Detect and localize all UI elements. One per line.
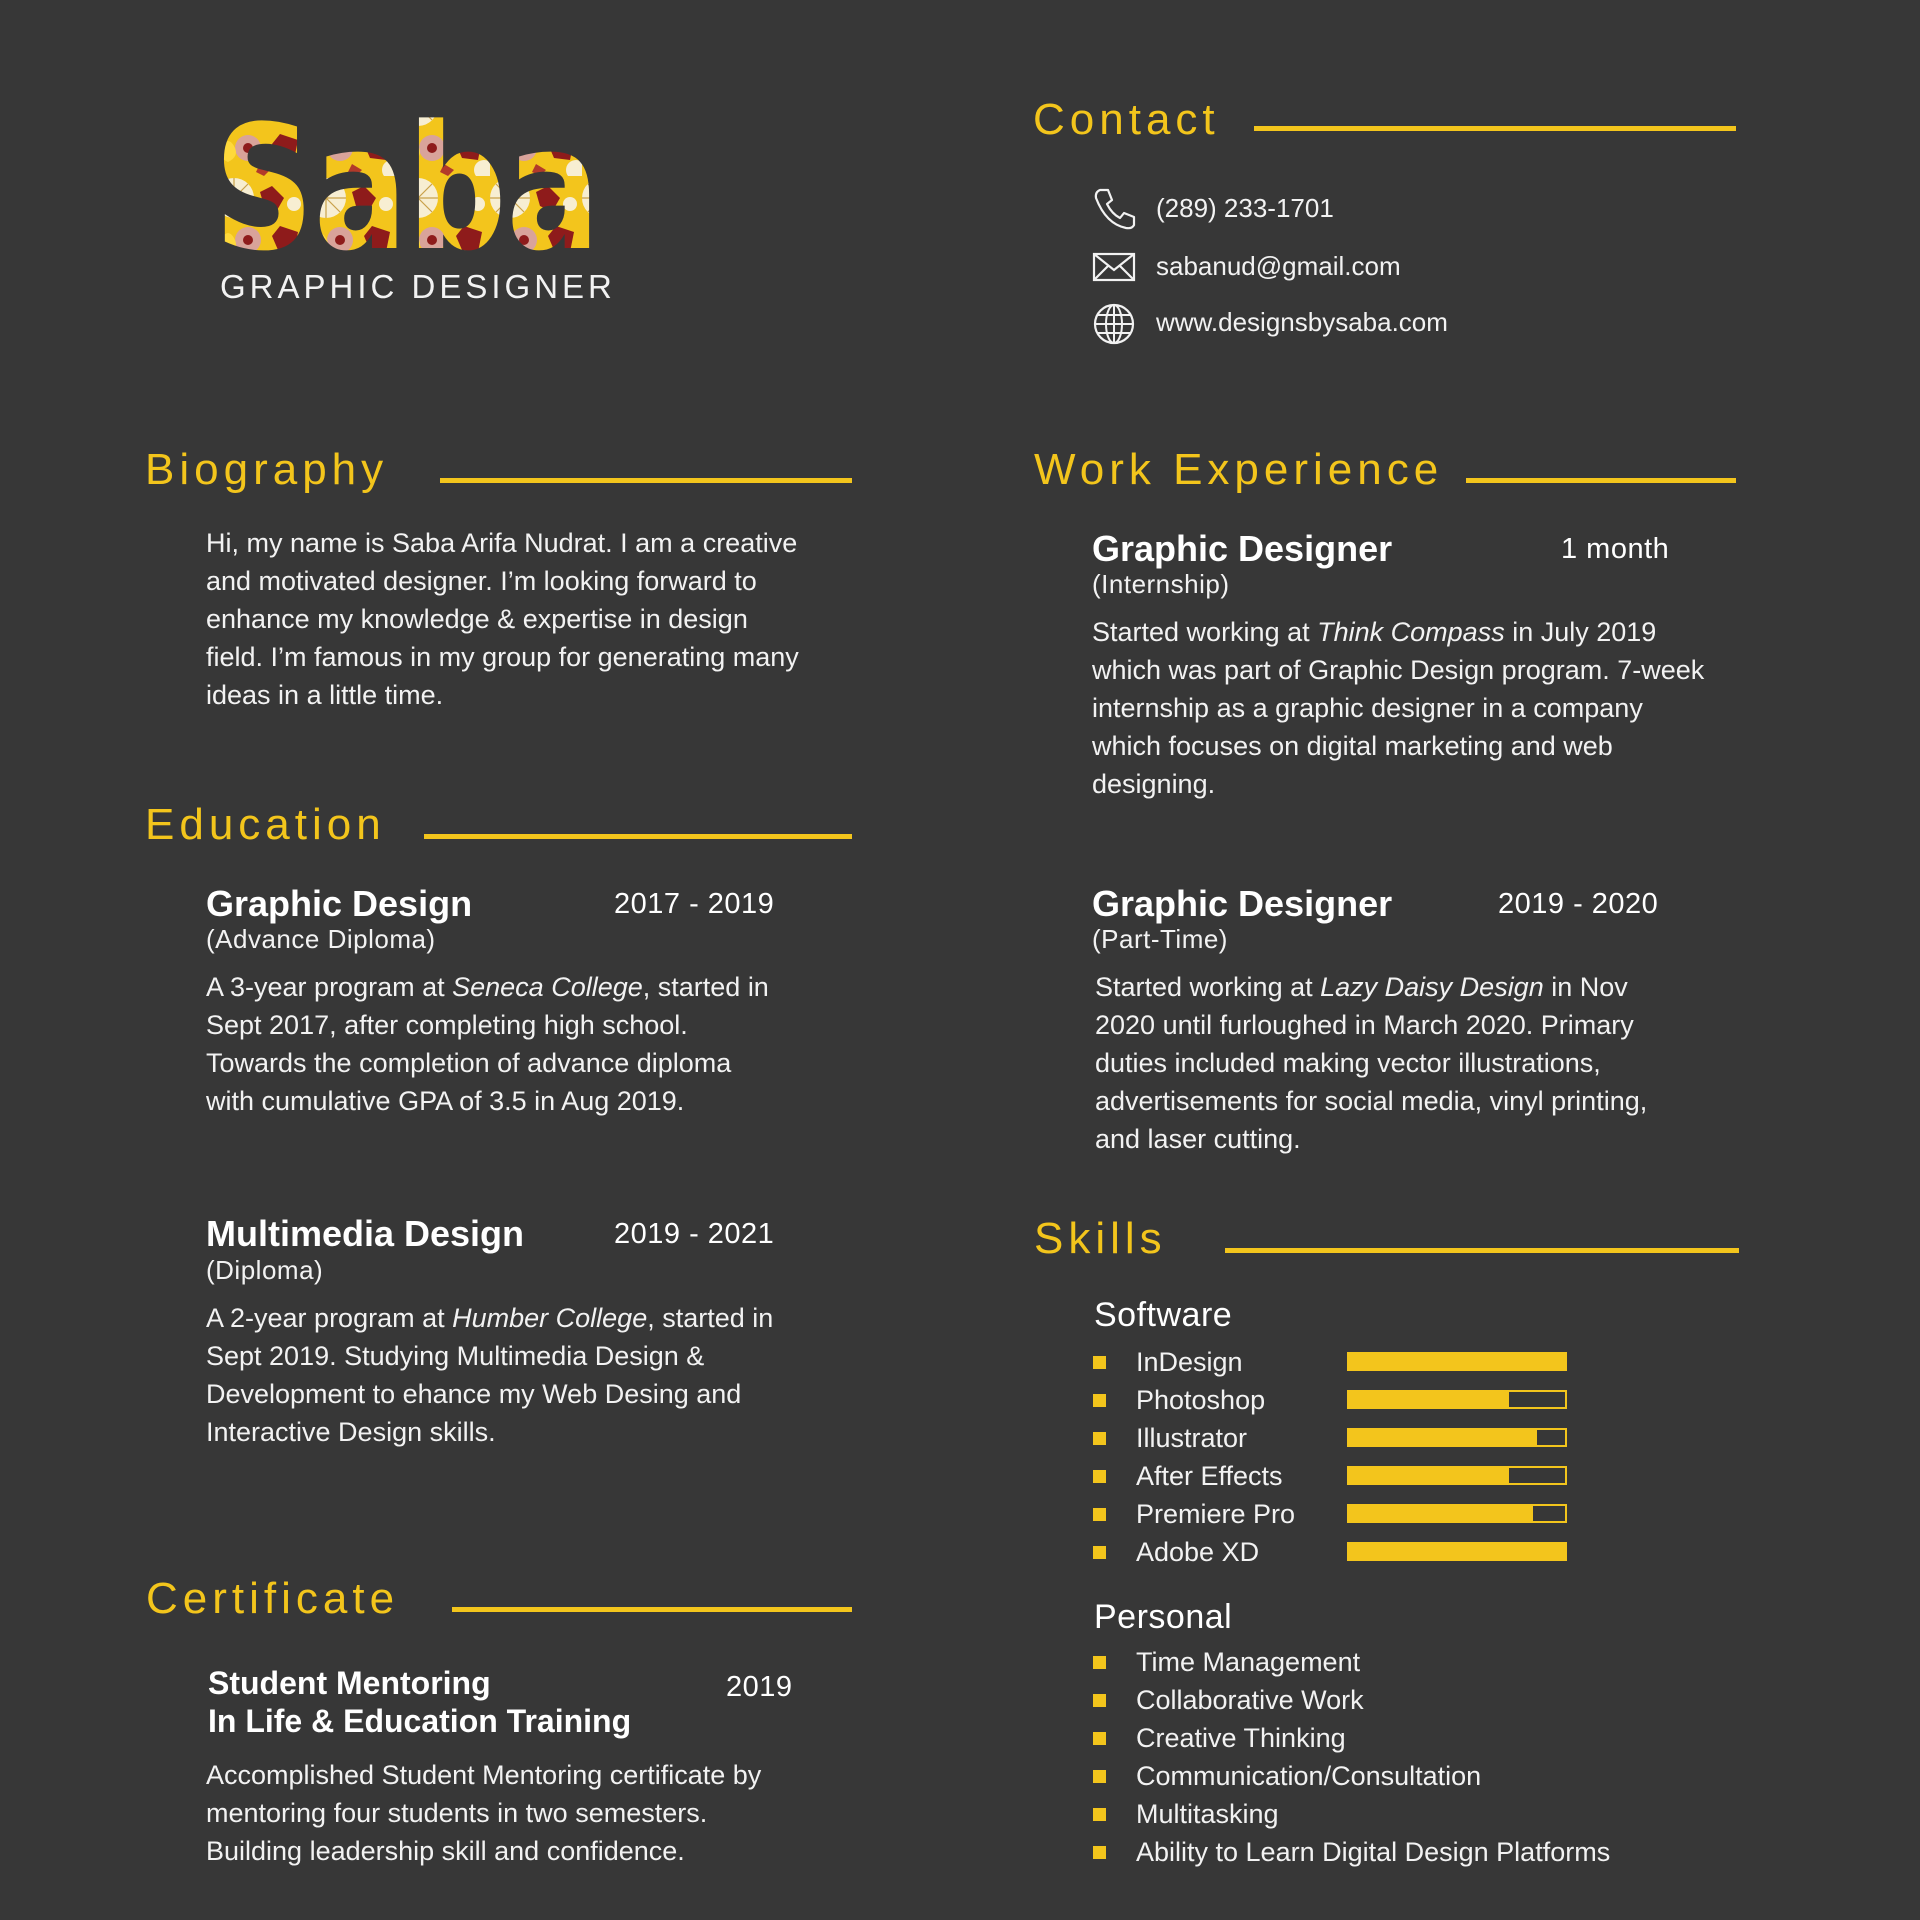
software-skill-row [1093, 1347, 1346, 1377]
company-name: Lazy Daisy Design [1320, 972, 1544, 1002]
envelope-icon [1090, 242, 1138, 290]
certificate-heading: Certificate [146, 1574, 400, 1623]
personal-skill-name: Creative Thinking [1136, 1722, 1346, 1753]
education-description [206, 1299, 796, 1451]
personal-skill-row [1093, 1761, 1481, 1791]
job-type: (Internship) [1092, 569, 1230, 599]
software-skill-row [1093, 1537, 1346, 1567]
job-description [1095, 968, 1685, 1158]
website-url: www.designsbysaba.com [1156, 306, 1448, 337]
job-title: Graphic Designer [1092, 883, 1393, 924]
education-description [206, 968, 786, 1120]
personal-skill-name: Communication/Consultation [1136, 1760, 1482, 1791]
software-skill-name: Premiere Pro [1136, 1498, 1296, 1529]
skill-level-fill [1349, 1506, 1533, 1521]
personal-skill-name: Ability to Learn Digital Design Platforms [1136, 1836, 1611, 1867]
bullet-square-icon [1093, 1470, 1106, 1483]
personal-skill-name: Multitasking [1136, 1798, 1279, 1829]
skill-level-bar [1347, 1390, 1567, 1409]
skill-level-fill [1349, 1354, 1565, 1369]
education-heading: Education [145, 800, 386, 849]
contact-rule [1254, 126, 1736, 131]
education-dates: 2017 - 2019 [614, 888, 775, 920]
personal-skill-row [1093, 1837, 1610, 1867]
contact-website[interactable] [1090, 298, 1448, 346]
job-title: GRAPHIC DESIGNER [220, 268, 616, 305]
description-text: Started working at [1092, 617, 1318, 647]
bullet-square-icon [1093, 1808, 1106, 1821]
school-name: Humber College [452, 1303, 648, 1333]
skill-level-bar [1347, 1542, 1567, 1561]
job-duration: 2019 - 2020 [1498, 888, 1659, 920]
bullet-square-icon [1093, 1770, 1106, 1783]
globe-icon [1090, 298, 1138, 346]
skills-heading: Skills [1034, 1214, 1167, 1263]
certificate-title-line: In Life & Education Training [208, 1703, 632, 1739]
certificate-rule [452, 1607, 852, 1612]
bullet-square-icon [1093, 1656, 1106, 1669]
education-dates: 2019 - 2021 [614, 1218, 775, 1250]
skill-level-bar [1347, 1466, 1567, 1485]
name-wordmark: Saba [214, 88, 600, 260]
certificate-title [208, 1664, 631, 1740]
biography-rule [440, 478, 852, 483]
software-skill-name: After Effects [1136, 1460, 1283, 1491]
school-name: Seneca College [452, 972, 643, 1002]
personal-heading: Personal [1094, 1598, 1233, 1636]
phone-number: (289) 233-1701 [1156, 192, 1334, 223]
skill-level-fill [1349, 1544, 1565, 1559]
description-text: A 3-year program at [206, 972, 453, 1002]
work-experience-heading: Work Experience [1034, 445, 1444, 494]
contact-phone[interactable] [1090, 184, 1334, 232]
software-skill-row [1093, 1499, 1346, 1529]
skill-level-bar [1347, 1504, 1567, 1523]
personal-skill-name: Time Management [1136, 1646, 1361, 1677]
education-subtitle: (Advance Diploma) [206, 924, 436, 954]
bullet-square-icon [1093, 1694, 1106, 1707]
skill-level-fill [1349, 1392, 1509, 1407]
personal-skill-name: Collaborative Work [1136, 1684, 1364, 1715]
software-skill-name: Adobe XD [1136, 1536, 1260, 1567]
description-text: in July 2019 which was part of Graphic Design program. 7-week internship as a graphic designer in a company which focuses on digital marketing and web designing. [1092, 617, 1705, 799]
personal-skill-row [1093, 1723, 1346, 1753]
education-title: Graphic Design [206, 883, 473, 924]
skill-level-bar [1347, 1428, 1567, 1447]
bullet-square-icon [1093, 1732, 1106, 1745]
job-duration: 1 month [1561, 533, 1670, 565]
skill-level-fill [1349, 1468, 1509, 1483]
software-skill-row [1093, 1385, 1346, 1415]
biography-heading: Biography [145, 445, 389, 494]
software-heading: Software [1094, 1296, 1233, 1334]
bullet-square-icon [1093, 1846, 1106, 1859]
education-title: Multimedia Design [206, 1213, 525, 1254]
skill-level-fill [1349, 1430, 1537, 1445]
email-address: sabanud@gmail.com [1156, 250, 1401, 281]
software-skill-name: Photoshop [1136, 1384, 1266, 1415]
software-skill-row [1093, 1461, 1346, 1491]
biography-text: Hi, my name is Saba Arifa Nudrat. I am a creative and motivated designer. I’m looking forward to enhance my knowledge & expertise in design field. I’m famous in my group for generating many ideas in a little time. [206, 528, 799, 710]
education-rule [424, 834, 852, 839]
work-experience-rule [1466, 478, 1736, 483]
personal-skill-row [1093, 1799, 1279, 1829]
logo-floral-wordmark [214, 84, 604, 260]
description-text: , started in Sept 2019. Studying Multimedia Design & Development to ehance my Web Desing and Interactive Design skills. [206, 1303, 774, 1447]
phone-icon [1090, 184, 1138, 232]
description-text: Started working at [1095, 972, 1321, 1002]
company-name: Think Compass [1317, 617, 1505, 647]
certificate-year: 2019 [726, 1671, 793, 1703]
certificate-title-line: Student Mentoring [208, 1665, 491, 1701]
skill-level-bar [1347, 1352, 1567, 1371]
description-text: , started in Sept 2017, after completing high school. Towards the completion of advance diploma with cumulative GPA of 3.5 in Aug 2019. [206, 972, 769, 1116]
bullet-square-icon [1093, 1546, 1106, 1559]
personal-skill-row [1093, 1647, 1360, 1677]
contact-email[interactable] [1090, 242, 1401, 290]
bullet-square-icon [1093, 1356, 1106, 1369]
education-subtitle: (Diploma) [206, 1255, 324, 1285]
job-type: (Part-Time) [1092, 924, 1228, 954]
certificate-description: Accomplished Student Mentoring certificate by mentoring four students in two semesters. Building leadership skill and confidence. [206, 1760, 762, 1866]
personal-skill-row [1093, 1685, 1364, 1715]
skills-rule [1225, 1248, 1739, 1253]
bullet-square-icon [1093, 1432, 1106, 1445]
job-description [1092, 613, 1712, 803]
description-text: in Nov 2020 until furloughed in March 2020. Primary duties included making vector illustrations, advertisements for social media, vinyl printing, and laser cutting. [1095, 972, 1648, 1154]
description-text: A 2-year program at [206, 1303, 453, 1333]
contact-heading: Contact [1033, 95, 1220, 144]
bullet-square-icon [1093, 1508, 1106, 1521]
bullet-square-icon [1093, 1394, 1106, 1407]
software-skill-name: InDesign [1136, 1346, 1243, 1377]
software-skill-row [1093, 1423, 1346, 1453]
software-skill-name: Illustrator [1136, 1422, 1248, 1453]
job-title: Graphic Designer [1092, 528, 1393, 569]
